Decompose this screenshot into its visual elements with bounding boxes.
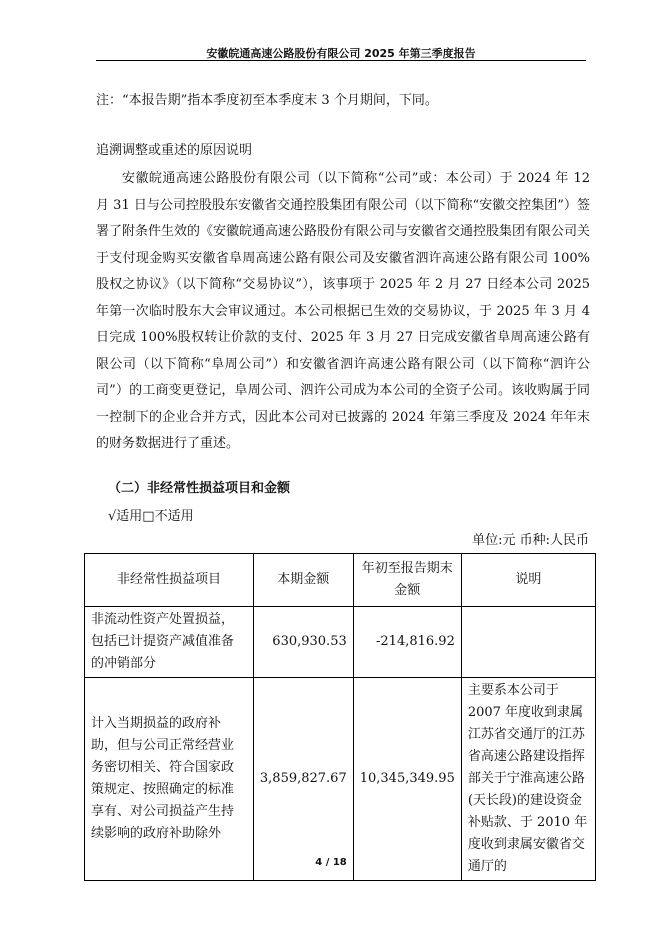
row-current-amount: 630,930.53: [253, 607, 353, 678]
applicable-checkbox-text: √适用□不适用: [108, 509, 194, 524]
report-header: 安徽皖通高速公路股份有限公司 2025 年第三季度报告: [206, 47, 476, 60]
row-ytd-amount: -214,816.92: [353, 607, 461, 678]
row-item: 非流动性资产处置损益，包括已计提资产减值准备的冲销部分: [85, 607, 254, 678]
restatement-reason-body: 安徽皖通高速公路股份有限公司（以下简称“公司”或：本公司）于 2024 年 12 月 31 日与公司控股股东安徽省交通控股集团有限公司（以下简称“安徽交控集团”）签署了附条件生效的《安徽皖通高速公路股份有限公司与安徽省交通控股集团有限公司关于支付现金购买安徽省阜周高速公路有限公司及安徽省泗许高速公路有限公司 100%股权之协议》（以下简称“交易协议”），该事项于 2025 年 2 月 27 日经本公司 2025 年第一次临时股东大会审议通过。本公司根据已生效的交易协议，于 2025 年 3 月 4 日完成 100%股权转让价款的支付、2025 年 3 月 27 日完成安徽省阜周高速公路有限公司（以下简称“阜周公司”）和安徽省泗许高速公路有限公司（以下简称“泗许公司”）的工商变更登记，阜周公司、泗许公司成为本公司的全资子公司。该收购属于同一控制下的企业合并方式，因此本公司对已披露的 2024 年第三季度及 2024 年年末的财务数据进行了重述。: [96, 171, 591, 451]
restatement-reason-title: 追溯调整或重述的原因说明: [96, 143, 253, 158]
header-ytd-amount: 年初至报告期末金额: [353, 554, 461, 607]
header-item: 非经常性损益项目: [85, 554, 254, 607]
section-title: （二）非经常性损益项目和金额: [108, 481, 291, 496]
header-description: 说明: [461, 554, 595, 607]
header-divider: [96, 60, 586, 61]
period-note: 注：“本报告期”指本季度初至本季度末 3 个月期间，下同。: [96, 93, 438, 108]
non-recurring-items-table: [84, 553, 596, 881]
header-current-amount: 本期金额: [253, 554, 353, 607]
table-header-row: [85, 554, 596, 607]
row-current-amount: 3,859,827.67: [253, 678, 353, 881]
table-row: [85, 607, 596, 678]
currency-unit: 单位:元 币种:人民币: [472, 533, 589, 548]
row-ytd-amount: 10,345,349.95: [353, 678, 461, 881]
page-number: 4 / 18: [315, 857, 347, 868]
table-row: [85, 678, 596, 881]
row-description: 主要系本公司于 2007 年度收到隶属江苏省交通厅的江苏省高速公路建设指挥部关于宁淮高速公路(天长段)的建设资金补贴款、于 2010 年度收到隶属安徽省交通厅的: [461, 678, 595, 881]
row-description: [461, 607, 595, 678]
row-item: 计入当期损益的政府补助，但与公司正常经营业务密切相关、符合国家政策规定、按照确定的标准享有、对公司损益产生持续影响的政府补助除外: [85, 678, 254, 881]
